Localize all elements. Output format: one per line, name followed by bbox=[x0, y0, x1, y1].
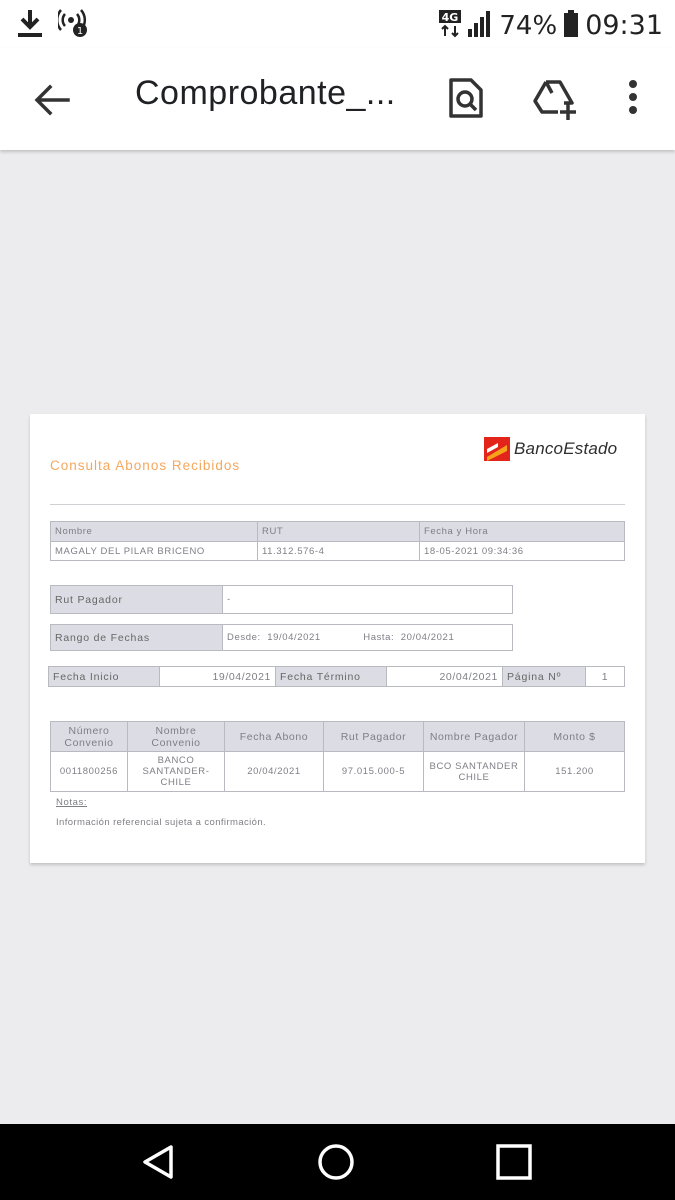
rango-fechas-table bbox=[50, 624, 513, 651]
drive-add-icon[interactable] bbox=[532, 76, 578, 120]
desde-label: Desde: bbox=[227, 632, 261, 643]
clock: 09:31 bbox=[585, 10, 663, 41]
user-header-rut: RUT bbox=[258, 522, 420, 542]
abonos-header-numero-convenio: Número Convenio bbox=[51, 722, 128, 752]
fecha-inicio-value: 19/04/2021 bbox=[160, 667, 276, 687]
fecha-termino-label: Fecha Término bbox=[276, 667, 387, 687]
document-heading: Consulta Abonos Recibidos bbox=[50, 458, 241, 473]
page-title: Comprobante_... bbox=[135, 74, 396, 112]
user-fecha-hora: 18-05-2021 09:34:36 bbox=[420, 542, 625, 561]
user-header-nombre: Nombre bbox=[51, 522, 258, 542]
nombre-pagador-cell: BCO SANTANDER CHILE bbox=[424, 752, 525, 792]
hasta-value: 20/04/2021 bbox=[400, 632, 455, 643]
pagina-value: 1 bbox=[586, 667, 625, 687]
rut-pagador-cell: 97.015.000-5 bbox=[324, 752, 424, 792]
svg-text:4G: 4G bbox=[442, 11, 459, 24]
app-bar bbox=[0, 48, 675, 150]
nav-home-icon[interactable] bbox=[316, 1142, 356, 1182]
rut-pagador-label: Rut Pagador bbox=[51, 586, 223, 614]
abonos-header-monto: Monto $ bbox=[525, 722, 625, 752]
rut-pagador-value: - bbox=[223, 586, 513, 614]
bancoestado-logo bbox=[484, 437, 617, 461]
download-icon bbox=[16, 8, 44, 43]
bancoestado-logo-text: BancoEstado bbox=[514, 439, 618, 458]
svg-text:1: 1 bbox=[76, 26, 84, 37]
abonos-header-nombre-pagador: Nombre Pagador bbox=[424, 722, 525, 752]
pagina-label: Página Nº bbox=[503, 667, 586, 687]
nav-recents-icon[interactable] bbox=[494, 1142, 534, 1182]
nombre-convenio-cell: BANCO SANTANDER-CHILE bbox=[128, 752, 225, 792]
user-rut: 11.312.576-4 bbox=[258, 542, 420, 561]
hasta-label: Hasta: bbox=[363, 632, 395, 643]
abonos-header-rut-pagador: Rut Pagador bbox=[324, 722, 424, 752]
table-row bbox=[51, 752, 625, 792]
back-arrow-icon[interactable] bbox=[30, 78, 74, 122]
rango-fechas-value bbox=[223, 625, 513, 651]
user-nombre: MAGALY DEL PILAR BRICENO bbox=[51, 542, 258, 561]
system-nav-bar bbox=[0, 1124, 675, 1200]
more-vert-icon[interactable] bbox=[618, 76, 648, 120]
user-header-fecha: Fecha y Hora bbox=[420, 522, 625, 542]
dates-table bbox=[48, 666, 625, 687]
divider bbox=[50, 504, 625, 505]
bancoestado-logo-icon bbox=[484, 437, 510, 461]
abonos-header-nombre-convenio: Nombre Convenio bbox=[128, 722, 225, 752]
document-page bbox=[30, 414, 645, 863]
rut-pagador-table bbox=[50, 585, 513, 614]
doc-search-icon[interactable] bbox=[446, 76, 486, 120]
battery-percent: 74% bbox=[499, 10, 558, 41]
rango-fechas-label: Rango de Fechas bbox=[51, 625, 223, 651]
fecha-inicio-label: Fecha Inicio bbox=[49, 667, 160, 687]
hotspot-icon bbox=[58, 8, 88, 43]
user-table bbox=[50, 521, 625, 561]
fecha-abono-cell: 20/04/2021 bbox=[225, 752, 324, 792]
signal-icon bbox=[467, 9, 493, 42]
abonos-header-fecha-abono: Fecha Abono bbox=[225, 722, 324, 752]
fecha-termino-value: 20/04/2021 bbox=[387, 667, 503, 687]
network-4g-icon bbox=[439, 8, 461, 43]
nav-back-icon[interactable] bbox=[138, 1142, 178, 1182]
status-bar bbox=[0, 0, 675, 48]
notes-text: Información referencial sujeta a confirmación. bbox=[56, 817, 267, 828]
battery-icon bbox=[563, 8, 579, 43]
abonos-table bbox=[50, 721, 625, 792]
numero-convenio-cell: 0011800256 bbox=[51, 752, 128, 792]
monto-cell: 151.200 bbox=[525, 752, 625, 792]
notes-label: Notas: bbox=[56, 797, 88, 808]
desde-value: 19/04/2021 bbox=[267, 632, 321, 643]
